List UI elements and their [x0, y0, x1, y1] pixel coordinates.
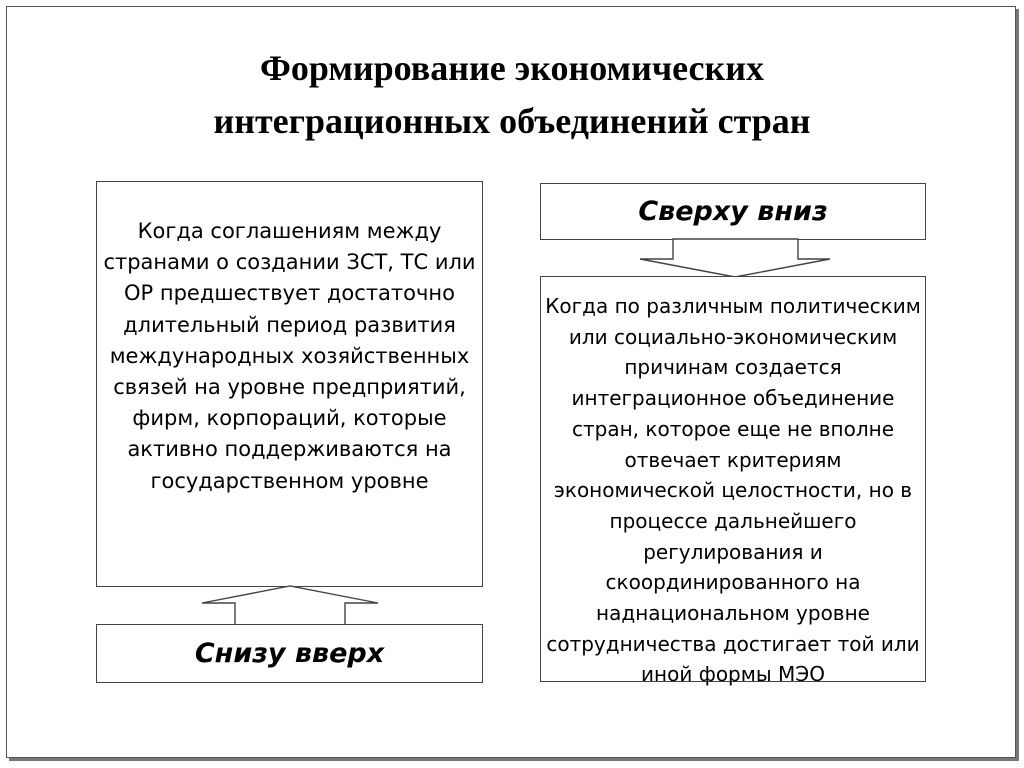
up-arrow-icon: [202, 586, 378, 625]
top-down-description-box: [540, 276, 926, 687]
top-down-label-box: [540, 183, 926, 240]
bottom-up-label-box: [96, 624, 483, 683]
bottom-up-description: Когда соглашениям между странами о создании ЗСТ, ТС или ОР предшествует достаточно длительный период развития международных хозяйственных связей на уровне предприятий, фирм, корпораций, которые активно поддерживаются на государственном уровне: [103, 219, 476, 493]
down-arrow-icon: [640, 239, 830, 277]
title-line-2: интеграционных объединений стран: [213, 101, 811, 141]
title-line-1: Формирование экономических: [259, 48, 765, 88]
page-title: [40, 42, 984, 148]
top-down-label: Сверху вниз: [638, 196, 828, 227]
top-down-description: Когда по различным политическим или социально-экономическим причинам создается интеграционное объединение стран, которое еще не вполне отвечает критериям экономической целостности, но в процессе дальнейшего регулирования и скоординированного на наднациональном уровне сотрудничества достигает той или иной формы МЭО: [545, 294, 921, 687]
bottom-up-description-box: [96, 181, 483, 587]
bottom-up-label: Снизу вверх: [194, 638, 385, 669]
